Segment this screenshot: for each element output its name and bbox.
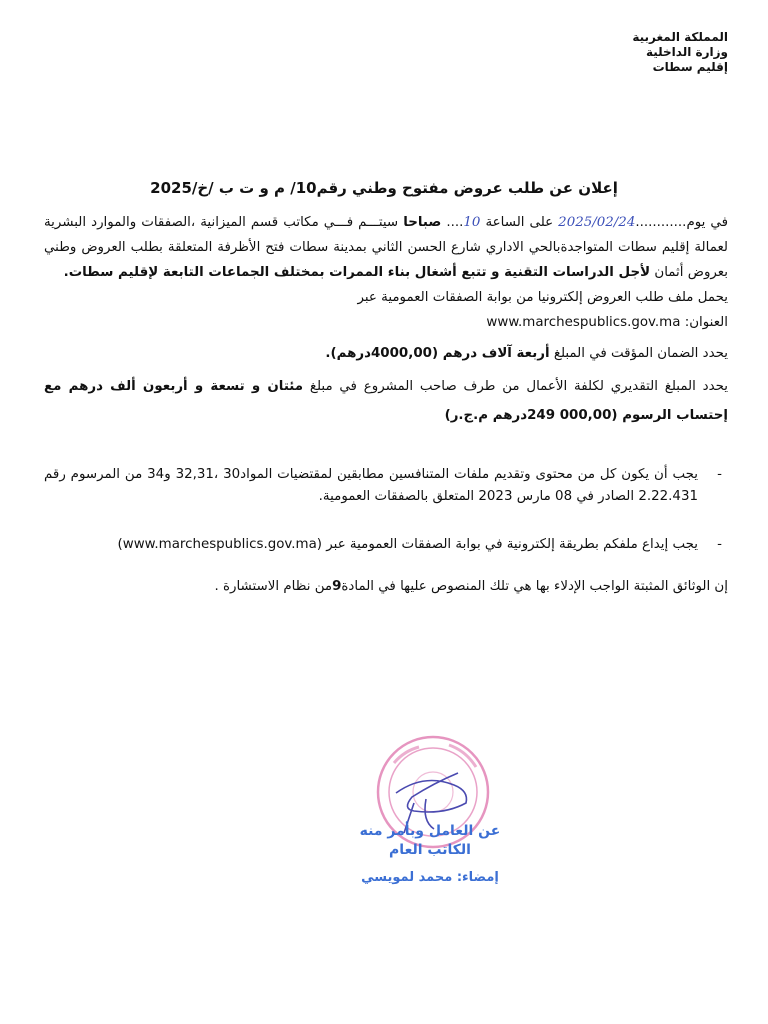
opening-paragraph	[44, 210, 728, 285]
documents-text-2: من نظام الاستشارة .	[214, 579, 333, 594]
guarantee-amount: أربعة آلاف درهم (4000,00درهم).	[325, 346, 550, 361]
tender-purpose: لأجل الدراسات التقنية و تتبع أشغال بناء الممرات بمختلف الجماعات التابعة لإقليم سطات.	[63, 265, 651, 280]
download-paragraph	[44, 285, 728, 335]
estimate-paragraph	[44, 372, 728, 430]
handwritten-date: 2025/02/24	[558, 215, 636, 230]
announcement-body	[44, 210, 728, 599]
dash-bullet: -	[717, 467, 722, 482]
opening-text: سيتـــم فـــي مكاتب قسم الميزانية ،الصفقات والموارد البشرية لعمالة إقليم سطات المتواجدةبالحي الاداري شارع الحسن الثاني بمدينة سطات فتح الأظرفة المتعلقة بطلب العروض وطني بعروض أثمان	[44, 215, 728, 280]
dotted-fill-2: ....	[446, 215, 464, 230]
portal-url-link[interactable]: www.marchespublics.gov.ma	[486, 315, 681, 330]
list-item	[44, 464, 728, 508]
list-item	[44, 534, 728, 556]
handwritten-hour: 10	[463, 215, 481, 230]
guarantee-text: يحدد الضمان المؤقت في المبلغ	[549, 346, 728, 361]
download-text: يحمل ملف طلب العروض إلكترونيا من بوابة الصفقات العمومية عبر	[357, 290, 728, 305]
signoff-title: الكاتب العام	[389, 842, 471, 858]
issuing-authority-header	[632, 30, 728, 75]
ministry-line: وزارة الداخلية	[645, 45, 728, 59]
signoff-signatory: إمضاء: محمد لمويسي	[361, 870, 499, 885]
kingdom-line: المملكة المغربية	[632, 30, 728, 44]
documents-paragraph	[44, 574, 728, 599]
day-prefix: في يوم	[686, 215, 728, 230]
list-item-text: يجب إيداع ملفكم بطريقة إلكترونية في بوابة الصفقات العمومية عبر (www.marchespublics.gov.ma)	[117, 537, 698, 552]
morning-label: صباحا	[403, 215, 442, 230]
requirements-list	[44, 464, 728, 556]
hour-label: على الساعة	[485, 215, 554, 230]
address-label: العنوان:	[684, 315, 728, 330]
dash-bullet: -	[717, 537, 722, 552]
dotted-fill: ............	[635, 215, 687, 230]
estimate-text: يحدد المبلغ التقديري لكلفة الأعمال من طرف صاحب المشروع في مبلغ	[303, 379, 729, 394]
announcement-title: إعلان عن طلب عروض مفتوح وطني رقم10/ م و ت ب /خ/2025	[150, 179, 618, 197]
estimate-amount: مئتان و تسعة و أربعون ألف درهم مع إحتساب الرسوم (000,00 249درهم م.ج.ر)	[44, 379, 728, 423]
list-item-text: يجب أن يكون كل من محتوى وتقديم ملفات المتنافسين مطابقين لمقتضيات المواد30 ،32,31 و34 من المرسوم رقم 2.22.431 الصادر في 08 مارس 2023 المتعلق بالصفقات العمومية.	[44, 467, 698, 504]
signoff-authority: عن العامل وبأمر منه	[359, 823, 501, 839]
guarantee-paragraph	[44, 341, 728, 366]
article-number: 9	[332, 579, 342, 594]
signature-block	[330, 822, 530, 887]
province-line: إقليم سطات	[652, 60, 728, 74]
documents-text-1: إن الوثائق المثبتة الواجب الإدلاء بها هي تلك المنصوص عليها في المادة	[341, 579, 728, 594]
